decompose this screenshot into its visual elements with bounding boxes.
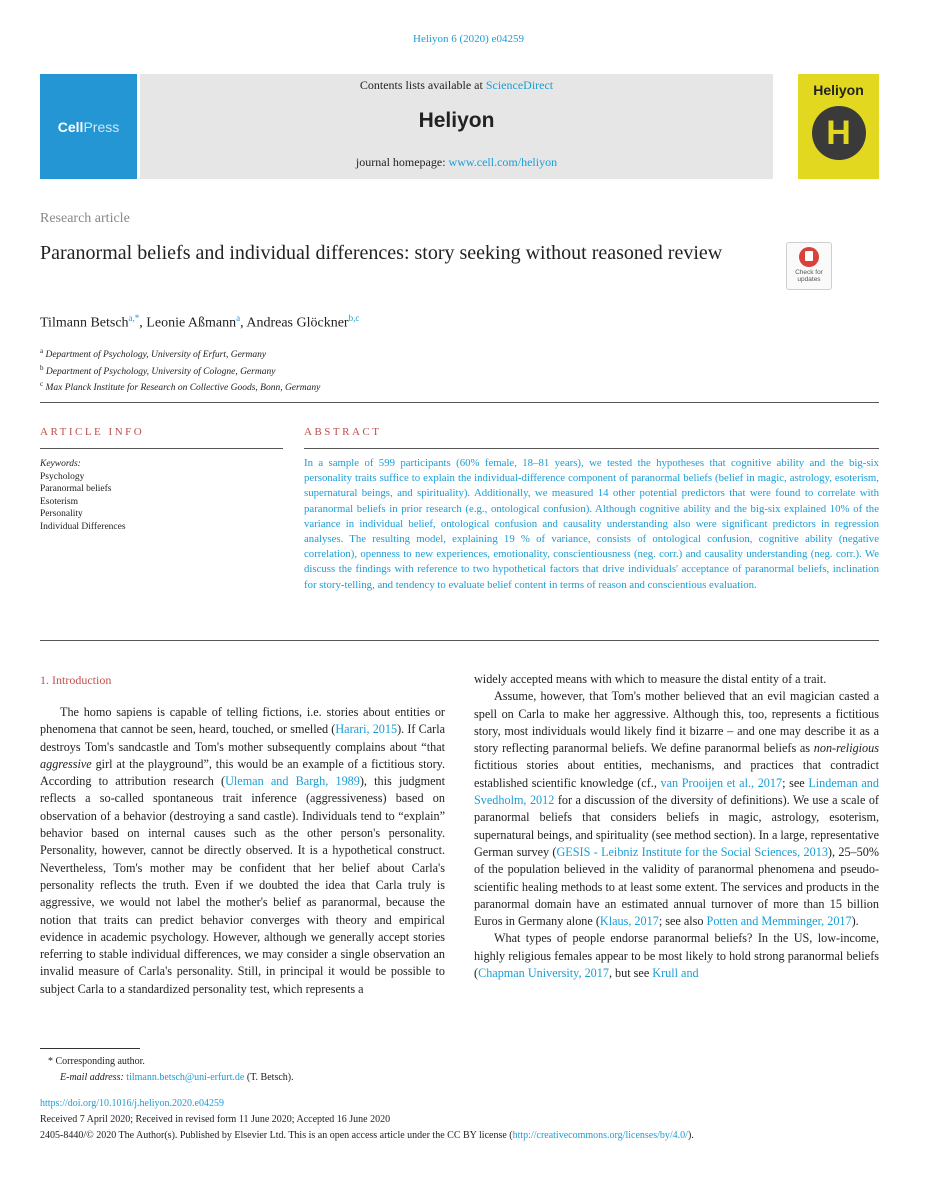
text-span: girl at the playground”, this would be an example of a fictitious story. According to attribution research (: [40, 756, 445, 789]
author-name[interactable]: Tilmann Betsch: [40, 315, 129, 331]
article-type: Research article: [40, 211, 130, 226]
email-line: [48, 1070, 294, 1086]
journal-citation-link[interactable]: Heliyon 6 (2020) e04259: [413, 33, 524, 45]
article-footer: [40, 1096, 694, 1144]
journal-masthead: [40, 72, 880, 182]
abstract-divider: [304, 448, 879, 449]
footnotes: [48, 1054, 294, 1086]
homepage-line: [140, 155, 773, 170]
affiliations: [40, 345, 320, 395]
affiliation-item: [40, 362, 320, 379]
abstract-text: In a sample of 599 participants (60% female, 18–81 years), we tested the hypotheses that cognitive ability and the big-six personality traits suffice to explain the individual-difference component of paranormal beliefs (belief in magic, astrology, esoterism, supernatural beings, and spirituality). Additionally, we measured 14 other potential predictors that were found to correlate with paranormal beliefs in prior research (e.g., ontological confusion). Although cognitive ability and the big-six explained 10% of the variance in individual belief, ontological confusion and causality understanding also were significant predictors in regression analyses. The resulting model, explaining 19 % of variance, consists of ontological confusion, cognitive ability (negative correlation), openness to new experiences, emotionality, conscientiousness (neg. corr.) and causality understanding (neg. corr.). We discuss the findings with reference to two hypothetical factors that drive individuals' acceptance of paranormal beliefs, inclination for story-telling, and tendency to evaluate belief content in terms of reason and conscientious evaluation.: [304, 457, 879, 591]
journal-banner: [140, 74, 773, 179]
emphasis-text: non-religious: [813, 741, 879, 756]
received-dates: Received 7 April 2020; Received in revised form 11 June 2020; Accepted 16 June 2020: [40, 1114, 391, 1125]
keyword-item: Psychology: [40, 471, 85, 482]
check-for-updates-button[interactable]: [786, 242, 832, 290]
text-span: ; see also: [658, 914, 707, 929]
emphasis-text: aggressive: [40, 756, 92, 771]
affiliation-item: [40, 345, 320, 362]
affiliation-marker: c: [40, 380, 44, 389]
body-column-left: [40, 704, 445, 998]
journal-name: Heliyon: [418, 109, 495, 132]
contents-prefix: Contents lists available at: [359, 78, 486, 92]
header-divider: [40, 402, 879, 403]
affiliation-text: Department of Psychology, University of Cologne, Germany: [45, 366, 276, 377]
article-info-divider: [40, 448, 283, 449]
cover-h-icon: H: [812, 106, 866, 160]
introduction-heading: 1. Introduction: [40, 673, 112, 687]
article-info-heading: ARTICLE INFO: [40, 426, 145, 438]
citation-link[interactable]: Klaus, 2017: [599, 914, 659, 929]
license-line: [40, 1128, 694, 1144]
author-list: Tilmann Betsch$^{a,*}$, Leonie Aßmann$^a$, Andreas Glöckner$^{b,c}$: [40, 313, 360, 331]
intro-paragraph: [40, 704, 445, 998]
intro-paragraph: [474, 688, 879, 930]
journal-cover-image[interactable]: [798, 74, 879, 179]
keyword-item: Paranormal beliefs: [40, 484, 112, 494]
affiliation-text: Max Planck Institute for Research on Collective Goods, Bonn, Germany: [45, 383, 321, 394]
sciencedirect-link[interactable]: ScienceDirect: [485, 78, 554, 92]
homepage-prefix: journal homepage:: [355, 155, 449, 169]
citation-link[interactable]: GESIS - Leibniz Institute for the Social Sciences, 2013: [556, 844, 828, 859]
email-label: E-mail address:: [60, 1072, 127, 1083]
affiliation-marker: a: [40, 347, 44, 355]
text-span: fictitious stories about entities, mechanisms, and practices that contradict established scientific knowledge (cf.,: [474, 758, 879, 790]
abstract-heading: ABSTRACT: [304, 426, 382, 438]
citation-link[interactable]: Harari, 2015: [335, 722, 398, 737]
text-span: ), this judgment reflects a so-called spontaneous trait inference (aggressiveness) based on observation of a behavior (destroying a sand castle). Individuals tend to “explain” behavior based on internal causes such as the other person's personality. Personality, however, cannot be directly observed. It is a hypothetical construct. Nevertheless, Tom's mother may be confident that her belief about Carla's personality reflects the truth. Even if we doubted the idea that Carla truly is aggressive, we would not label the mother's belief as paranormal, because the notion that traits can predict behavior converges with theory and empirical evidence in academic psychology. However, although we generally accept stories referring to stable individual differences, we may consider a single observation an invalid measure of Carla's personality. Still, in principal it would be possible to subject Carla to a standardized personality test, which represents a: [40, 774, 445, 996]
corresponding-author-note: * Corresponding author.: [48, 1056, 145, 1067]
keyword-item: Personality: [40, 509, 83, 519]
author-affiliation-marker[interactable]: a: [236, 313, 241, 323]
affiliation-item: [40, 378, 320, 395]
journal-homepage-link[interactable]: www.cell.com/heliyon: [448, 155, 558, 169]
text-span: , but see: [608, 966, 653, 981]
author-affiliation-marker[interactable]: b,c: [348, 313, 360, 323]
crossmark-label-1: Check for: [795, 269, 823, 276]
text-span: for a discussion of the diversity of definitions). We use a scale of paranormal beliefs that considers beliefs in magic, astrology, esoterism, supernatural beings, and spirituality (see method section). In a large, representative German survey (: [474, 793, 879, 859]
email-link[interactable]: tilmann.betsch@uni-erfurt.de: [126, 1072, 245, 1083]
author-affiliation-marker[interactable]: a,*: [128, 313, 140, 323]
citation-link[interactable]: van Prooijen et al., 2017: [660, 775, 783, 790]
text-span: ). If Carla destroys Tom's sandcastle and Tom's mother subsequently complains about “that: [40, 722, 445, 754]
email-suffix: (T. Betsch).: [244, 1072, 294, 1083]
cover-title: Heliyon: [813, 82, 864, 98]
text-span: What types of people endorse paranormal beliefs? In the US, low-income, highly religious females appear to be most likely to hold strong paranormal beliefs (: [474, 931, 879, 981]
keywords-block: [40, 458, 126, 533]
keyword-item: Esoterism: [40, 496, 78, 507]
citation-link[interactable]: Lindeman and Svedholm, 2012: [474, 775, 879, 808]
text-span: The homo sapiens is capable of telling fictions, i.e. stories about entities or phenomena that cannot be seen, heard, touched, or smelled (: [40, 705, 445, 737]
footnote-divider: [40, 1048, 140, 1049]
contents-line: [140, 78, 773, 93]
cellpress-logo-press: Press: [83, 118, 120, 135]
cellpress-logo-cell: Cell: [57, 118, 84, 135]
author-name[interactable]: Leonie Aßmann: [146, 315, 237, 331]
doi-link[interactable]: https://doi.org/10.1016/j.heliyon.2020.e04259: [40, 1098, 224, 1109]
affiliation-marker: b: [40, 363, 44, 372]
abstract-bottom-divider: [40, 640, 879, 641]
text-span: Assume, however, that Tom's mother believed that an evil magician casted a spell on Carla to make her aggressive. Although this, too, represents a fictitious story, most individuals would likely find it bizarre – and one may describe it as a story reflecting paranormal beliefs. We define paranormal beliefs as: [474, 689, 879, 756]
author-name[interactable]: Andreas Glöckner: [246, 315, 349, 331]
crossmark-icon: [799, 247, 819, 267]
citation-link[interactable]: Uleman and Bargh, 1989: [225, 774, 360, 789]
keywords-label: Keywords:: [40, 459, 81, 469]
affiliation-text: Department of Psychology, University of Erfurt, Germany: [45, 350, 267, 361]
text-span: ; see: [782, 775, 809, 790]
article-title: Paranormal beliefs and individual differences: story seeking without reasoned review: [40, 242, 723, 264]
intro-paragraph: widely accepted means with which to measure the distal entity of a trait.: [474, 672, 827, 686]
keyword-item: Individual Differences: [40, 521, 126, 532]
license-prefix: 2405-8440/© 2020 The Author(s). Published by Elsevier Ltd. This is an open access article under the CC BY license (: [40, 1130, 513, 1141]
crossmark-label-2: updates: [797, 276, 821, 283]
cellpress-logo[interactable]: [40, 74, 137, 179]
body-column-right: [474, 671, 879, 982]
license-suffix: ).: [687, 1130, 694, 1141]
text-span: ), 25–50% of the population believed in the validity of paranormal phenomena and pseudo-scientific healing methods to at least some extent. The services and products in the paranormal domain have an estimated annual turnover of more than 15 billion Euros in Germany alone (: [474, 844, 879, 929]
license-link[interactable]: http://creativecommons.org/licenses/by/4.0/: [512, 1130, 688, 1141]
citation-link[interactable]: Potten and Memminger, 2017: [706, 914, 852, 929]
intro-paragraph: [474, 930, 879, 982]
citation-link[interactable]: Chapman University, 2017: [478, 966, 609, 981]
citation-link[interactable]: Krull and: [652, 966, 699, 981]
text-span: ).: [851, 914, 859, 929]
